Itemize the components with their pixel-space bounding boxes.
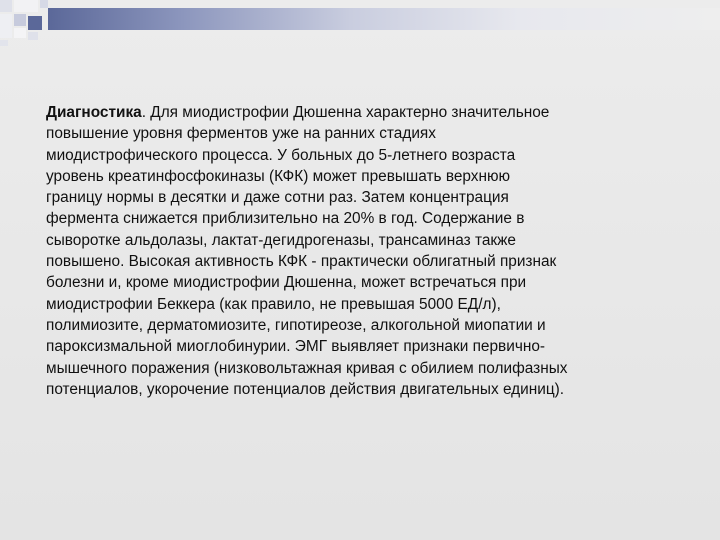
- text-line: болезни и, кроме миодистрофии Дюшенна, может встречаться при: [46, 274, 527, 292]
- header-decorative-band: [48, 8, 720, 30]
- text-line: границу нормы в десятки и даже сотни раз. Затем концентрация: [46, 189, 509, 207]
- text-line: мышечного поражения (низковольтажная кривая с обилием полифазных: [46, 359, 568, 377]
- corner-square-decoration: [14, 28, 26, 38]
- slide-body-text: [46, 102, 676, 400]
- text-line: повышено. Высокая активность КФК - практически облигатный признак: [46, 253, 557, 271]
- text-line: фермента снижается приблизительно на 20% в год. Содержание в: [46, 210, 525, 228]
- text-line: повышение уровня ферментов уже на ранних стадиях: [46, 125, 436, 143]
- text-line: потенциалов, укорочение потенциалов действия двигательных единиц).: [46, 380, 565, 398]
- text-line: пароксизмальной миоглобинурии. ЭМГ выявляет признаки первично-: [46, 338, 546, 356]
- corner-square-decoration: [0, 40, 8, 46]
- section-heading: Диагностика: [46, 104, 142, 121]
- text-line: сыворотке альдолазы, лактат-дегидрогеназы, трансаминаз также: [46, 231, 516, 249]
- corner-square-decoration: [40, 0, 48, 8]
- corner-square-decoration: [0, 0, 12, 12]
- corner-square-decoration: [28, 32, 38, 40]
- text-line: миодистрофического процесса. У больных до 5-летнего возраста: [46, 146, 516, 164]
- corner-square-decoration: [28, 16, 42, 30]
- corner-square-decoration: [0, 14, 12, 38]
- text-line: миодистрофии Беккера (как правило, не превышая 5000 ЕД/л),: [46, 295, 501, 313]
- corner-square-decoration: [14, 14, 26, 26]
- text-line: [46, 102, 676, 123]
- corner-square-decoration: [14, 0, 38, 12]
- text-line: уровень креатинфосфокиназы (КФК) может превышать верхнюю: [46, 167, 511, 185]
- text-line: полимиозите, дерматомиозите, гипотиреозе, алкогольной миопатии и: [46, 316, 546, 334]
- text-line-fragment: . Для миодистрофии Дюшенна характерно значительное: [141, 104, 550, 121]
